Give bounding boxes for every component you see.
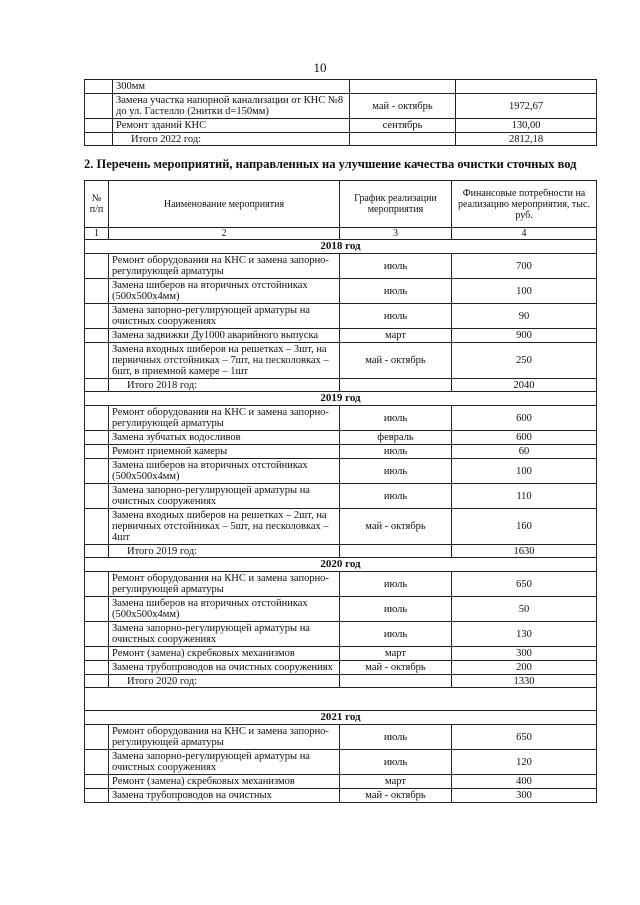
measure-schedule: май - октябрь <box>350 94 456 119</box>
measure-amount: 400 <box>452 775 597 789</box>
measures-table <box>84 180 597 803</box>
measure-schedule: март <box>340 775 452 789</box>
measure-name: Замена запорно-регулирующей арматуры на очистных сооружениях <box>109 622 340 647</box>
measure-schedule: май - октябрь <box>340 509 452 545</box>
measure-name: Ремонт (замена) скребковых механизмов <box>109 647 340 661</box>
row-number-cell <box>85 789 109 803</box>
measure-amount: 130 <box>452 622 597 647</box>
measure-name: Ремонт оборудования на КНС и замена запорно-регулирующей арматуры <box>109 572 340 597</box>
measure-amount: 160 <box>452 509 597 545</box>
section-title: 2. Перечень мероприятий, направленных на улучшение качества очистки сточных вод <box>84 157 577 171</box>
measure-name: Замена шиберов на вторичных отстойниках (500х500х4мм) <box>109 597 340 622</box>
measure-schedule: июль <box>340 279 452 304</box>
row-number-cell <box>85 750 109 775</box>
row-number-cell <box>85 119 113 133</box>
measure-amount: 130,00 <box>456 119 597 133</box>
measure-amount: 100 <box>452 459 597 484</box>
spacer-row <box>85 688 597 711</box>
table-row <box>85 661 597 675</box>
measure-name: Ремонт оборудования на КНС и замена запорно-регулирующей арматуры <box>109 725 340 750</box>
row-number-cell <box>85 80 113 94</box>
total-label: Итого 2018 год: <box>109 379 340 392</box>
measure-amount: 700 <box>452 254 597 279</box>
table-row <box>85 445 597 459</box>
measure-schedule: июль <box>340 445 452 459</box>
table-row <box>85 343 597 379</box>
measure-amount: 900 <box>452 329 597 343</box>
measure-amount: 650 <box>452 572 597 597</box>
total-label: Итого 2020 год: <box>109 675 340 688</box>
measure-name: Ремонт оборудования на КНС и замена запорно-регулирующей арматуры <box>109 254 340 279</box>
table-row <box>85 119 597 133</box>
row-number-cell <box>85 379 109 392</box>
measure-amount <box>456 80 597 94</box>
total-amount: 2040 <box>452 379 597 392</box>
row-number-cell <box>85 459 109 484</box>
table-row <box>85 329 597 343</box>
row-number-cell <box>85 94 113 119</box>
measure-name: Замена задвижки Ду1000 аварийного выпуска <box>109 329 340 343</box>
row-number-cell <box>85 279 109 304</box>
year-heading-row <box>85 711 597 725</box>
measure-schedule: июль <box>340 304 452 329</box>
table-row <box>85 484 597 509</box>
table-row <box>85 789 597 803</box>
measure-schedule: июль <box>340 406 452 431</box>
table-row <box>85 459 597 484</box>
measure-amount: 600 <box>452 406 597 431</box>
row-number-cell <box>85 254 109 279</box>
table-row <box>85 80 597 94</box>
row-number-cell <box>85 775 109 789</box>
measure-schedule: июль <box>340 484 452 509</box>
measure-schedule: июль <box>340 597 452 622</box>
row-number-cell <box>85 329 109 343</box>
measure-amount: 90 <box>452 304 597 329</box>
measure-schedule: сентябрь <box>350 119 456 133</box>
measure-schedule: июль <box>340 459 452 484</box>
measure-schedule: февраль <box>340 431 452 445</box>
total-row <box>85 545 597 558</box>
measure-amount: 110 <box>452 484 597 509</box>
table-row <box>85 597 597 622</box>
total-row <box>85 675 597 688</box>
col-number: 2 <box>109 228 340 240</box>
schedule-cell <box>340 545 452 558</box>
spacer-cell <box>85 688 597 711</box>
row-number-cell <box>85 431 109 445</box>
year-heading-row <box>85 558 597 572</box>
measure-name: Ремонт зданий КНС <box>113 119 350 133</box>
measure-amount: 200 <box>452 661 597 675</box>
row-number-cell <box>85 675 109 688</box>
schedule-cell <box>340 379 452 392</box>
measure-name: Замена шиберов на вторичных отстойниках (500х500х4мм) <box>109 459 340 484</box>
measure-amount: 650 <box>452 725 597 750</box>
measure-schedule: июль <box>340 572 452 597</box>
measure-amount: 100 <box>452 279 597 304</box>
measure-name: Замена запорно-регулирующей арматуры на очистных сооружениях <box>109 304 340 329</box>
measure-schedule: март <box>340 329 452 343</box>
row-number-cell <box>85 445 109 459</box>
table-row <box>85 279 597 304</box>
row-number-cell <box>85 597 109 622</box>
table-header-row <box>85 181 597 228</box>
measure-name: 300мм <box>113 80 350 94</box>
total-amount: 2812,18 <box>456 133 597 146</box>
measure-name: Замена зубчатых водосливов <box>109 431 340 445</box>
header-finance: Финансовые потребности на реализацию мероприятия, тыс. руб. <box>452 181 597 228</box>
table-row <box>85 647 597 661</box>
table-row <box>85 572 597 597</box>
total-label: Итого 2019 год: <box>109 545 340 558</box>
measure-name: Замена входных шиберов на решетках – 2шт, на первичных отстойниках – 5шт, на песколовках – 4шт <box>109 509 340 545</box>
measure-schedule: май - октябрь <box>340 343 452 379</box>
measure-schedule: июль <box>340 622 452 647</box>
measure-amount: 300 <box>452 647 597 661</box>
measure-name: Замена входных шиберов на решетках – 3шт, на первичных отстойниках – 7шт, на песколовках – 6шт, в приемной камере – 1шт <box>109 343 340 379</box>
measure-amount: 600 <box>452 431 597 445</box>
measure-schedule: май - октябрь <box>340 661 452 675</box>
measure-schedule: март <box>340 647 452 661</box>
table-row <box>85 406 597 431</box>
header-num: № п/п <box>85 181 109 228</box>
measure-amount: 250 <box>452 343 597 379</box>
row-number-cell <box>85 661 109 675</box>
year-heading-row <box>85 240 597 254</box>
year-heading: 2018 год <box>85 240 597 254</box>
row-number-cell <box>85 484 109 509</box>
table-row <box>85 509 597 545</box>
table-row <box>85 431 597 445</box>
year-heading: 2021 год <box>85 711 597 725</box>
measure-schedule: июль <box>340 725 452 750</box>
measure-schedule <box>350 80 456 94</box>
table-row <box>85 622 597 647</box>
measure-schedule: июль <box>340 750 452 775</box>
total-label: Итого 2022 год: <box>113 133 350 146</box>
table-row <box>85 254 597 279</box>
row-number-cell <box>85 647 109 661</box>
measure-amount: 60 <box>452 445 597 459</box>
measure-amount: 50 <box>452 597 597 622</box>
row-number-cell <box>85 406 109 431</box>
year-heading-row <box>85 392 597 406</box>
schedule-cell <box>350 133 456 146</box>
row-number-cell <box>85 545 109 558</box>
measure-schedule: май - октябрь <box>340 789 452 803</box>
row-number-cell <box>85 133 113 146</box>
table-row <box>85 775 597 789</box>
header-name: Наименование мероприятия <box>109 181 340 228</box>
col-number: 4 <box>452 228 597 240</box>
total-amount: 1630 <box>452 545 597 558</box>
measure-name: Ремонт (замена) скребковых механизмов <box>109 775 340 789</box>
measure-amount: 300 <box>452 789 597 803</box>
year-heading: 2019 год <box>85 392 597 406</box>
measure-amount: 1972,67 <box>456 94 597 119</box>
col-number: 3 <box>340 228 452 240</box>
measure-name: Замена запорно-регулирующей арматуры на очистных сооружениях <box>109 750 340 775</box>
measure-name: Замена трубопроводов на очистных сооружениях <box>109 661 340 675</box>
table-row <box>85 750 597 775</box>
measure-name: Замена участка напорной канализации от КНС №8 до ул. Гастелло (2нитки d=150мм) <box>113 94 350 119</box>
header-schedule: График реализации мероприятия <box>340 181 452 228</box>
page-number: 10 <box>313 60 327 75</box>
measure-name: Ремонт оборудования на КНС и замена запорно-регулирующей арматуры <box>109 406 340 431</box>
measure-schedule: июль <box>340 254 452 279</box>
row-number-cell <box>85 509 109 545</box>
table-row <box>85 725 597 750</box>
year-heading: 2020 год <box>85 558 597 572</box>
total-amount: 1330 <box>452 675 597 688</box>
row-number-cell <box>85 343 109 379</box>
measure-name: Замена шиберов на вторичных отстойниках (500х500х4мм) <box>109 279 340 304</box>
measure-amount: 120 <box>452 750 597 775</box>
continued-table <box>84 79 597 146</box>
col-number: 1 <box>85 228 109 240</box>
measure-name: Замена трубопроводов на очистных <box>109 789 340 803</box>
measure-name: Ремонт приемной камеры <box>109 445 340 459</box>
column-number-row <box>85 228 597 240</box>
row-number-cell <box>85 304 109 329</box>
row-number-cell <box>85 622 109 647</box>
total-row <box>85 379 597 392</box>
row-number-cell <box>85 725 109 750</box>
table-row <box>85 94 597 119</box>
measure-name: Замена запорно-регулирующей арматуры на очистных сооружениях <box>109 484 340 509</box>
row-number-cell <box>85 572 109 597</box>
total-row <box>85 133 597 146</box>
schedule-cell <box>340 675 452 688</box>
table-row <box>85 304 597 329</box>
